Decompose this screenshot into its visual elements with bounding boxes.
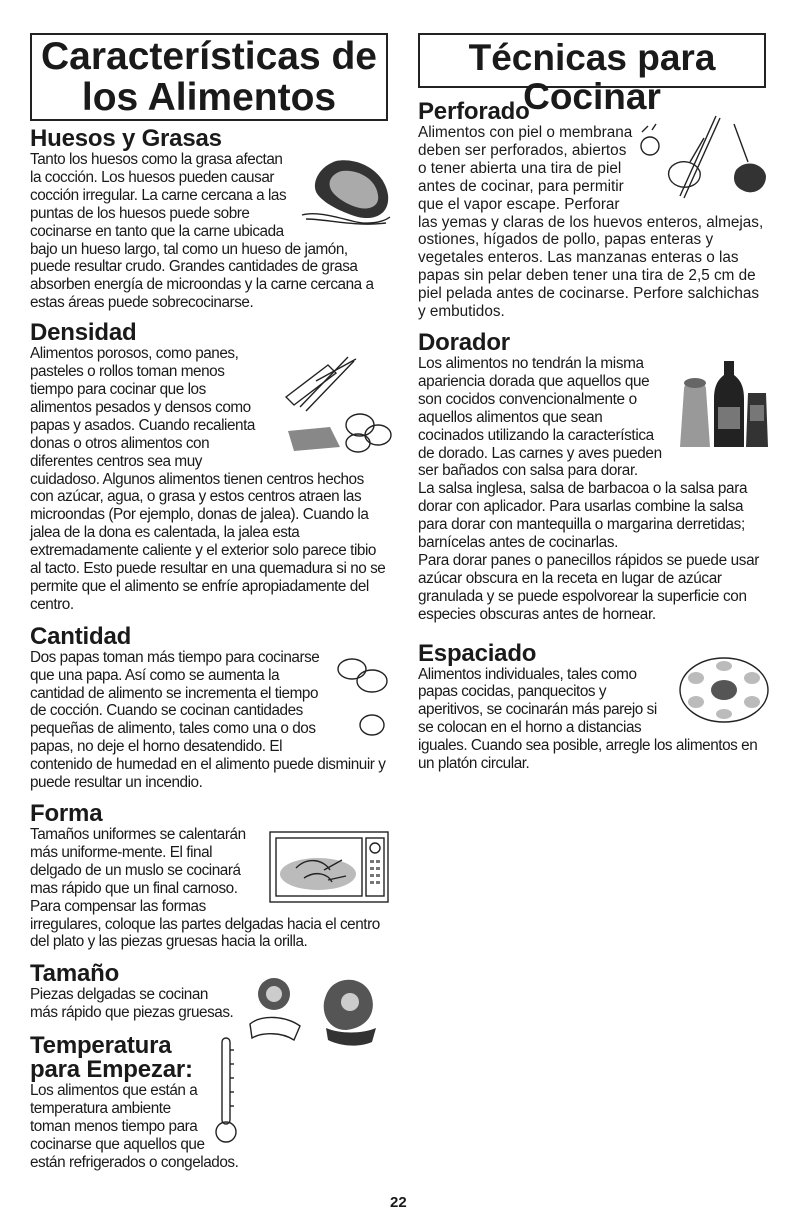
microwave-drumsticks-icon	[268, 830, 390, 906]
section-shape	[30, 802, 390, 951]
section-quantity	[30, 622, 390, 792]
section-text: Piezas delgadas se cocinan más rápido que piezas gruesas.	[30, 986, 234, 1022]
round-platter-icon	[672, 652, 772, 726]
section-heading: Densidad	[30, 319, 137, 347]
section-text: Alimentos porosos, como panes, pasteles o rollos toman menos tiempo para cocinar que los alimentos pesados y densos como papas y asados. Cuando recalienta donas o otros alimentos con diferentes centros sea muy cuidadoso. Algunos alimentos tienen centros hechos con azúcar, agua, o grasa y estos centros atraen las microondas (Por ejemplo, donas de jalea). Cuando la jalea de la dona es calentada, la jalea esta extremadamente caliente y el exterior solo parece tibio al tacto. Esto puede resultar en una quemadura si no se permite que el alimento se enfríe apropiadamente del centro.	[30, 345, 386, 613]
section-heading: Espaciado	[418, 639, 537, 667]
section-text: Tanto los huesos como la grasa afectan la cocción. Los huesos pueden causar cocción irregular. La carne cercana a las puntas de los huesos puede sobre cocinarse en tanto que la carne ubicada bajo un hueso largo, tal como un hueso de jamón, puede resultar crudo. Grandes cantidades de grasa absorben energía de microondas y la carne cercana a estas áreas puede sobrecocinarse.	[30, 151, 374, 312]
section-text: Alimentos con piel o membrana deben ser perforados, abiertos o tener abierta una tira de piel antes de cocinar, para permitir que el vapor escape. Perforar las yemas y claras de los huevos enteros, almejas, ostiones, hígados de pollo, papas enteras y vegetales enteros. Las manzanas enteras o las papas sin pelar deben tener una tira de 2,5 cm de piel pelada antes de cocinarse. Perfore salchichas y embutidos.	[418, 124, 764, 321]
section-heading: Temperatura para Empezar:	[30, 1032, 193, 1084]
cooking-techniques-column	[418, 33, 766, 773]
section-text: Alimentos individuales, tales como papas cocidas, panquecitos y aperitivos, se cocinarán más parejo si se colocan en el horno a distancias iguales. Cuando sea posible, arregle los alimentos en un platón circular.	[418, 665, 758, 773]
section-text: Los alimentos no tendrán la misma apariencia dorada que aquellos que son cocidos convencionalmente o aquellos alimentos que sean cocinados utilizando la característica de dorado. Las carnes y aves pueden ser bañados con salsa para dorar.	[418, 354, 662, 480]
food-characteristics-column	[30, 33, 390, 1172]
section-size	[30, 962, 390, 1022]
potatoes-icon	[332, 653, 394, 743]
fork-eggs-icon	[638, 112, 772, 204]
section-browning	[418, 328, 766, 624]
section-starting-temperature	[30, 1034, 390, 1172]
right-column-title: Técnicas para Cocinar	[418, 33, 766, 88]
section-heading: Cantidad	[30, 622, 132, 650]
section-heading: Perforado	[418, 98, 530, 125]
section-text: Para dorar panes o panecillos rápidos se puede usar azúcar obscura en la receta en lugar de azúcar granulada y se puede espolvorear la superficie con especies obscuras antes de hornear.	[418, 551, 760, 623]
section-heading: Forma	[30, 800, 103, 827]
section-text: Dos papas toman más tiempo para cocinarse que una papa. Así como se aumenta la cantidad de alimento se incrementa el tiempo de cocción. Cuando se cocinan cantidades pequeñas de alimento, tales como una o dos papas, no deje el horno desatendido. El contenido de humedad en el alimento puede disminuir y puede resultar un incendio.	[30, 648, 386, 792]
steak-icon	[296, 155, 394, 229]
section-text: Tamaños uniformes se calentarán más uniforme-mente. El final delgado de un muslo se cocinará mas rápido que un final carnoso. Para compensar las formas irregulares, coloque las partes delgadas hacia el centro del plato y las piezas gruesas hacia la orilla.	[30, 826, 380, 951]
bread-potatoes-icon	[266, 351, 396, 459]
section-bones-fat	[30, 127, 390, 312]
sauce-bottles-icon	[672, 359, 774, 451]
section-heading: Dorador	[418, 328, 510, 356]
section-heading: Huesos y Grasas	[30, 125, 222, 152]
thermometer-icon	[214, 1036, 238, 1146]
page-number: 22	[390, 1194, 407, 1211]
section-text: La salsa inglesa, salsa de barbacoa o la salsa para dorar con aplicador. Para usarlas combine la salsa para dorar con mantequilla o margarina derretidas; barnícelas antes de cocinarlas.	[418, 480, 748, 552]
section-spacing	[418, 639, 766, 773]
section-piercing	[418, 100, 766, 321]
section-heading: Tamaño	[30, 960, 120, 988]
left-column-title: Características de los Alimentos	[30, 33, 388, 121]
section-density	[30, 321, 390, 614]
section-text: Los alimentos que están a temperatura ambiente toman menos tiempo para cocinarse que aquellos que están refrigerados o congelados.	[30, 1082, 239, 1171]
